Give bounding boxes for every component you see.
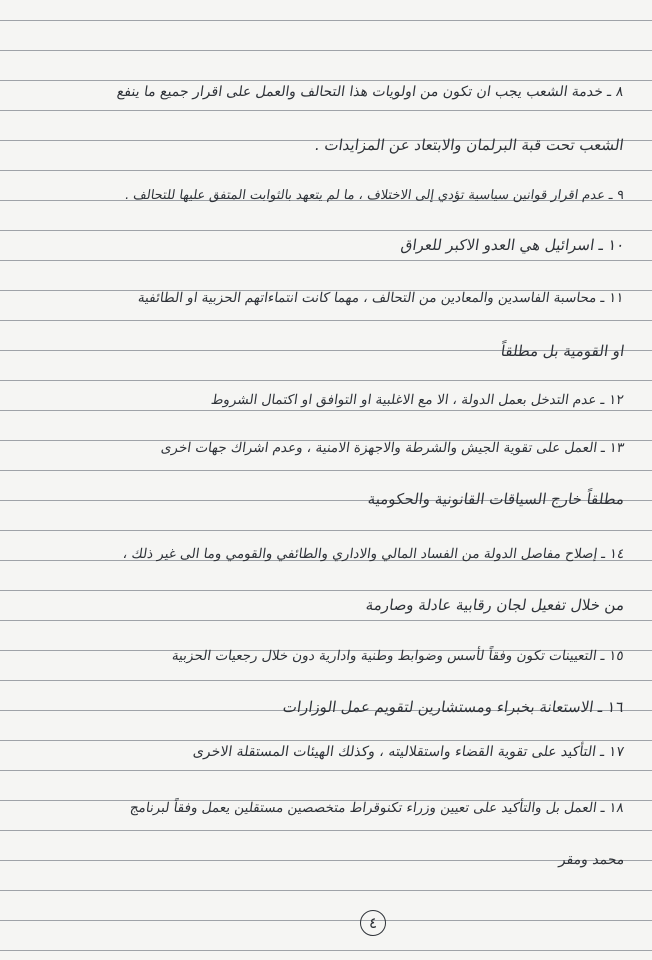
handwritten-line-14: ١٧ ـ التأكيد على تقوية القضاء واستقلاليته ، وكذلك الهيئات المستقلة الاخرى	[191, 744, 626, 760]
handwritten-line-2: الشعب تحت قبة البرلمان والابتعاد عن المزايدات .	[314, 136, 626, 154]
handwritten-line-8: ١٣ ـ العمل على تقوية الجيش والشرطة والاجهزة الامنية ، وعدم اشراك جهات اخرى	[159, 440, 626, 456]
handwritten-line-7: ١٢ ـ عدم التدخل بعمل الدولة ، الا مع الاغلبية او التوافق او اكتمال الشروط	[210, 392, 626, 408]
handwritten-line-11: من خلال تفعيل لجان رقابية عادلة وصارمة	[364, 596, 626, 614]
handwritten-signature: محمد ومقر	[557, 852, 626, 868]
handwritten-line-4: ١٠ ـ اسرائيل هي العدو الاكبر للعراق	[399, 236, 626, 254]
handwritten-line-15: ١٨ ـ العمل بل والتأكيد على تعيين وزراء تكنوقراط متخصصين مستقلين يعمل وفقاً لبرنامج	[129, 800, 626, 816]
page-number: ٤	[360, 910, 386, 936]
handwritten-line-5: ١١ ـ محاسبة الفاسدين والمعادين من التحالف ، مهما كانت انتماءاتهم الحزبية او الطائفية	[137, 290, 626, 306]
handwritten-line-12: ١٥ ـ التعيينات تكون وفقاً لأسس وضوابط وطنية وادارية دون خلال رجعيات الحزبية	[171, 648, 626, 664]
handwritten-line-6: او القومية بل مطلقاً	[499, 342, 626, 360]
handwritten-line-13: ١٦ ـ الاستعانة بخبراء ومستشارين لتقويم عمل الوزارات	[282, 698, 626, 716]
handwritten-line-9: مطلقاً خارج السياقات القانونية والحكومية	[366, 490, 626, 508]
handwritten-line-1: ٨ ـ خدمة الشعب يجب ان تكون من اولويات هذا التحالف والعمل على اقرار جميع ما ينفع	[116, 84, 626, 100]
handwritten-line-3: ٩ ـ عدم اقرار قوانين سياسية تؤدي إلى الاختلاف ، ما لم يتعهد بالثوابت المتفق عليها للتحالف .	[123, 188, 626, 203]
handwritten-line-10: ١٤ ـ إصلاح مفاصل الدولة من الفساد المالي والاداري والطائفي والقومي وما الى غير ذلك ،	[121, 546, 626, 562]
